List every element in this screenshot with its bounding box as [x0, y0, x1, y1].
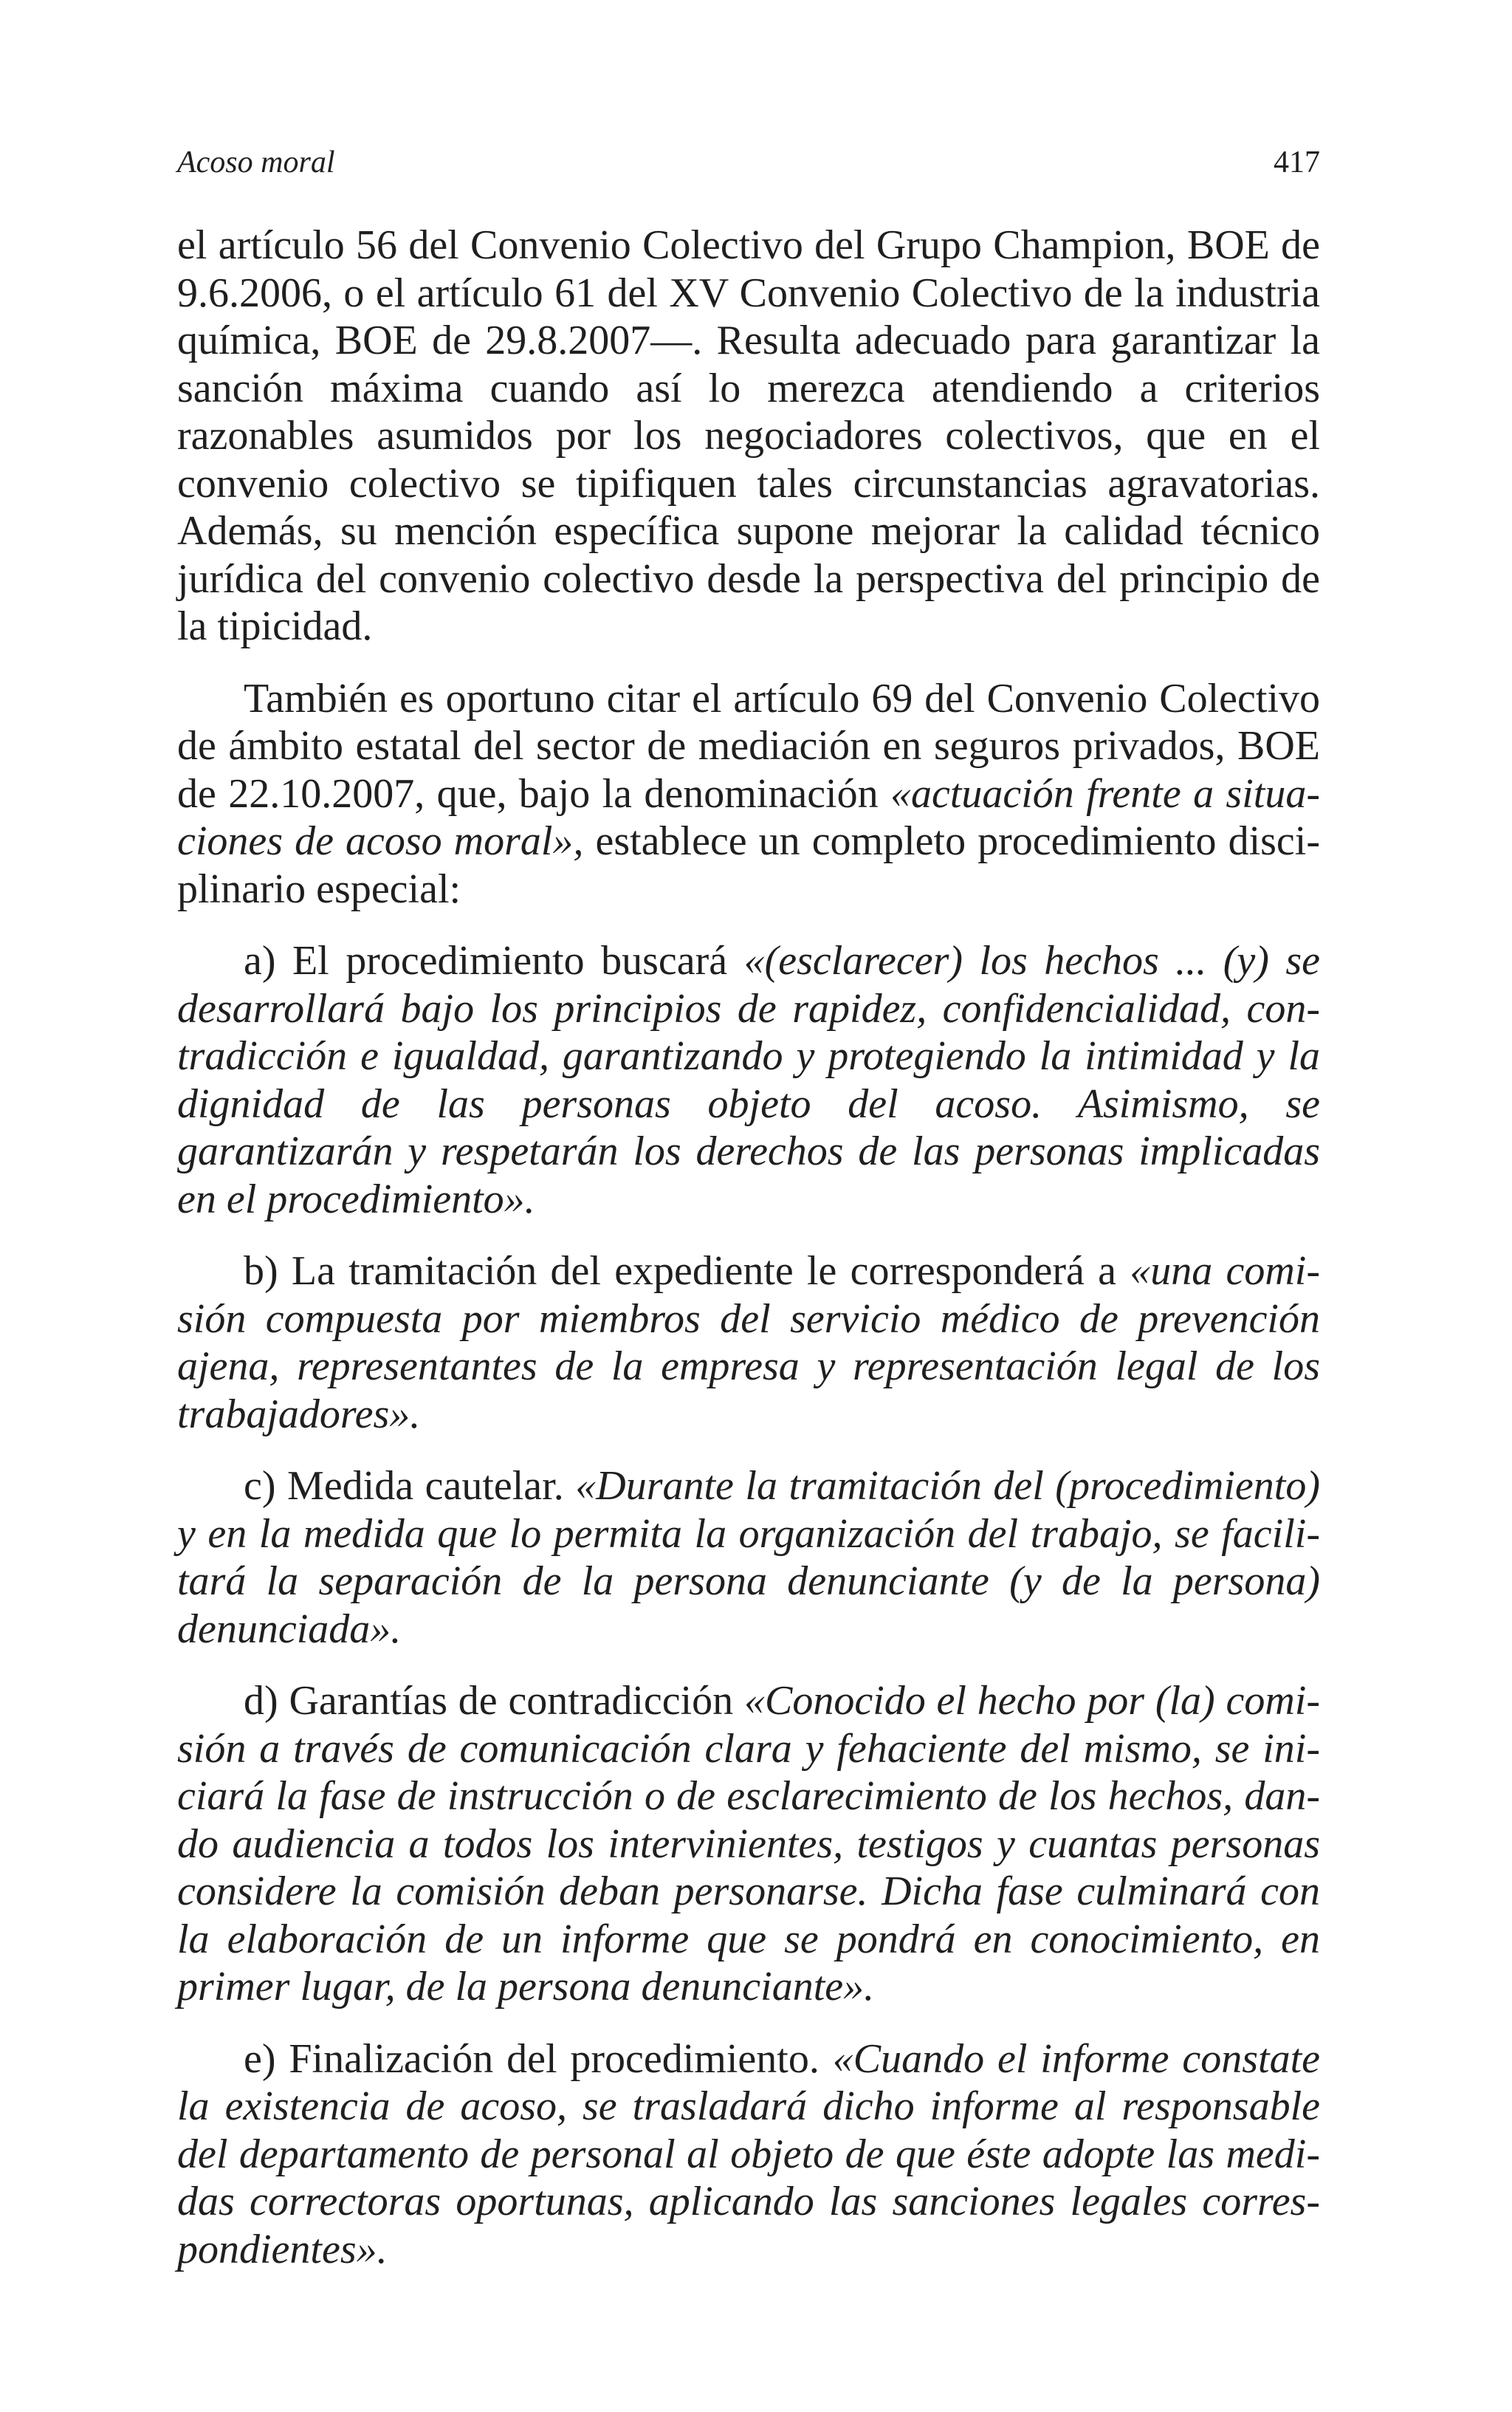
text-run: a) El procedimiento buscará: [244, 938, 744, 984]
paragraph-continuation: [177, 222, 1320, 651]
list-item-e: [177, 2035, 1320, 2274]
list-item-d: [177, 1677, 1320, 2011]
list-item-b: [177, 1247, 1320, 1438]
quoted-text-run: «Cuando el informe constate la existencia de acoso, se trasladará dicho informe al responsable del departamento de personal al objeto de que éste adopte las medidas correctoras oportunas, aplicando las sanciones legales correspondientes».: [177, 2035, 1320, 2272]
text-run: establece un completo procedimiento disciplinario especial:: [177, 818, 1320, 912]
text-run: d) Garantías de contradicción: [244, 1678, 744, 1724]
quoted-text-run: «Durante la tramitación del (procedimiento) y en la medida que lo permita la organización del trabajo, se facilitará la separación de la persona denunciante (y de la persona) denunciada».: [177, 1463, 1320, 1652]
text-run: c) Medida cautelar.: [244, 1463, 576, 1509]
quoted-text-run: «una comisión compuesta por miembros del servicio médico de prevención ajena, representantes de la empresa y representación legal de los trabajadores».: [177, 1248, 1320, 1437]
list-item-c: [177, 1462, 1320, 1653]
body-text: [177, 222, 1320, 2273]
text-run: También es oportuno citar el artículo 69 del Convenio Colectivo de ámbito estatal del sector de mediación en seguros privados, BOE de 22.10.2007, que, bajo la denominación: [177, 675, 1320, 817]
quoted-text-run: «(esclarecer) los hechos ... (y) se desarrollará bajo los principios de rapidez, confidencialidad, contradicción e igualdad, garantizando y protegiendo la intimidad y la dignidad de las personas objeto del acoso. Asimismo, se garantizarán y respetarán los derechos de las personas implicadas en el procedimiento».: [177, 938, 1321, 1222]
paragraph-article-69: [177, 675, 1320, 914]
running-head: [177, 139, 1320, 186]
quoted-text-run: «Conocido el hecho por (la) comisión a través de comunicación clara y fehaciente del mismo, se iniciará la fase de instrucción o de esclarecimiento de los hechos, dando audiencia a todos los intervinientes, testigos y cuantas personas considere la comisión deban personarse. Dicha fase culminará con la elaboración de un informe que se pondrá en conocimiento, en primer lugar, de la persona denunciante».: [177, 1678, 1320, 2010]
text-run: b) La tramitación del expediente le corresponderá a: [244, 1248, 1130, 1294]
page-number: 417: [1274, 145, 1320, 179]
quoted-text-run: «actuación frente a situaciones de acoso moral»,: [177, 770, 1320, 864]
running-head-title: Acoso moral: [177, 145, 335, 179]
text-run: e) Finalización del procedimiento.: [244, 2035, 833, 2082]
text-run: el artículo 56 del Convenio Colectivo del Grupo Champion, BOE de 9.6.2006, o el artículo 61 del XV Convenio Colectivo de la industria química, BOE de 29.8.2007—. Resulta adecuado para garantizar la sanción máxima cuando así lo merezca atendiendo a criterios razonables asumidos por los negociadores colectivos, que en el convenio colectivo se tipifiquen tales circunstancias agravatorias. Además, su mención específica supone mejorar la calidad técnico jurídica del convenio colectivo desde la perspectiva del principio de la tipicidad.: [177, 222, 1320, 649]
list-item-a: [177, 937, 1320, 1223]
